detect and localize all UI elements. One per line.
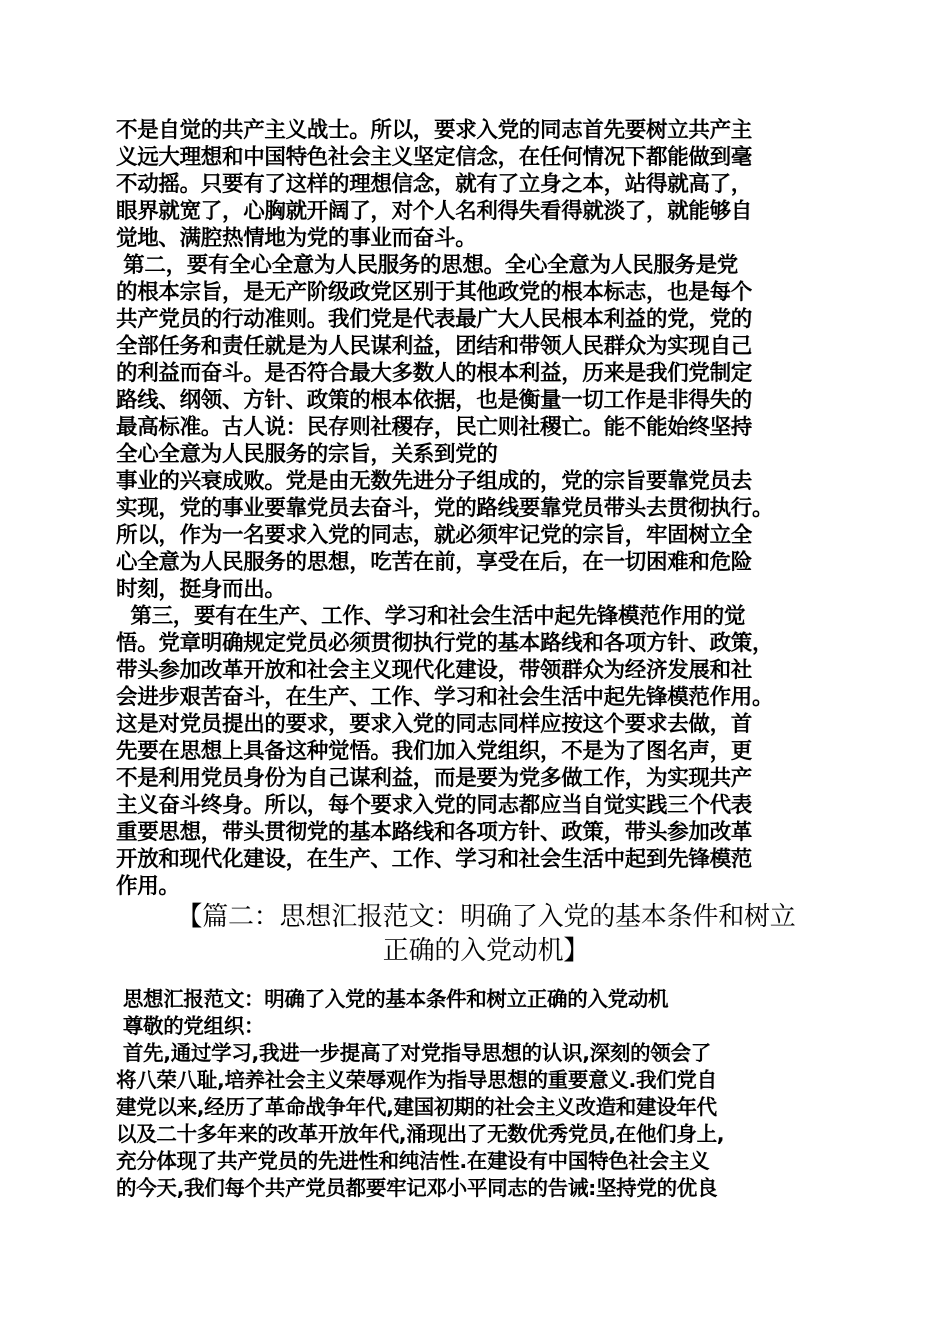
section-heading xyxy=(116,900,856,968)
text-line: 充分体现了共产党员的先进性和纯洁性.在建设有中国特色社会主义 xyxy=(116,1149,710,1173)
text-line: 先要在思想上具备这种觉悟。我们加入党组织，不是为了图名声，更 xyxy=(116,739,753,764)
text-line: 实现，党的事业要靠党员去奋斗，党的路线要靠党员带头去贯彻执行。 xyxy=(116,496,774,521)
text-line: 路线、纲领、方针、政策的根本依据，也是衡量一切工作是非得失的 xyxy=(116,388,753,413)
text-line: 带头参加改革开放和社会主义现代化建设，带领群众为经济发展和社 xyxy=(116,658,753,683)
text-line: 事业的兴衰成败。党是由无数先进分子组成的，党的宗旨要靠党员去 xyxy=(116,469,753,494)
text-line: 眼界就宽了，心胸就开阔了，对个人名利得失看得就淡了，就能够自 xyxy=(116,199,753,224)
text-line: 作用。 xyxy=(116,874,180,899)
text-line: 全部任务和责任就是为人民谋利益，团结和带领人民群众为实现自己 xyxy=(116,334,753,359)
text-line: 觉地、满腔热情地为党的事业而奋斗。 xyxy=(116,226,477,251)
text-line: 时刻，挺身而出。 xyxy=(116,577,286,602)
body-text-part2 xyxy=(116,986,856,1202)
heading-line: 正确的入党动机】 xyxy=(382,936,590,966)
document-page xyxy=(116,117,856,1202)
text-line: 最高标准。古人说：民存则社稷存，民亡则社稷亡。能不能始终坚持 xyxy=(116,415,753,440)
heading-line: 【篇二：思想汇报范文：明确了入党的基本条件和树立 xyxy=(176,902,796,932)
text-line: 共产党员的行动准则。我们党是代表最广大人民根本利益的党，党的 xyxy=(116,307,753,332)
text-line: 悟。党章明确规定党员必须贯彻执行党的基本路线和各项方针、政策， xyxy=(116,631,774,656)
spacer xyxy=(116,968,856,986)
text-line: 心全意为人民服务的思想，吃苦在前，享受在后，在一切困难和危险 xyxy=(116,550,753,575)
body-text-part1 xyxy=(116,117,856,900)
text-line: 开放和现代化建设，在生产、工作、学习和社会生活中起到先锋模范 xyxy=(116,847,753,872)
text-line: 第三，要有在生产、工作、学习和社会生活中起先锋模范作用的觉 xyxy=(116,604,746,629)
text-line: 不是自觉的共产主义战士。所以，要求入党的同志首先要树立共产主 xyxy=(116,118,753,143)
text-line: 尊敬的党组织： xyxy=(116,1014,265,1038)
text-line: 会进步艰苦奋斗，在生产、工作、学习和社会生活中起先锋模范作用。 xyxy=(116,685,774,710)
text-line: 所以，作为一名要求入党的同志，就必须牢记党的宗旨，牢固树立全 xyxy=(116,523,753,548)
text-line: 的根本宗旨，是无产阶级政党区别于其他政党的根本标志，也是每个 xyxy=(116,280,753,305)
text-line: 建党以来,经历了革命战争年代,建国初期的社会主义改造和建设年代 xyxy=(116,1095,717,1119)
text-line: 将八荣八耻,培养社会主义荣辱观作为指导思想的重要意义.我们党自 xyxy=(116,1068,717,1092)
text-line: 重要思想，带头贯彻党的基本路线和各项方针、政策，带头参加改革 xyxy=(116,820,753,845)
text-line: 主义奋斗终身。所以，每个要求入党的同志都应当自觉实践三个代表 xyxy=(116,793,753,818)
text-line: 以及二十多年来的改革开放年代,涌现出了无数优秀党员,在他们身上, xyxy=(116,1122,725,1146)
text-line: 不动摇。只要有了这样的理想信念，就有了立身之本，站得就高了， xyxy=(116,172,753,197)
text-line: 的利益而奋斗。是否符合最大多数人的根本利益，历来是我们党制定 xyxy=(116,361,753,386)
text-line: 义远大理想和中国特色社会主义坚定信念，在任何情况下都能做到毫 xyxy=(116,145,753,170)
text-line: 首先,通过学习,我进一步提高了对党指导思想的认识,深刻的领会了 xyxy=(116,1041,711,1065)
text-line: 不是利用党员身份为自己谋利益，而是要为党多做工作，为实现共产 xyxy=(116,766,753,791)
text-line: 这是对党员提出的要求，要求入党的同志同样应按这个要求去做，首 xyxy=(116,712,753,737)
text-line: 全心全意为人民服务的宗旨，关系到党的 xyxy=(116,442,498,467)
text-line: 第二，要有全心全意为人民服务的思想。全心全意为人民服务是党 xyxy=(116,253,738,278)
text-line: 的今天,我们每个共产党员都要牢记邓小平同志的告诫:坚持党的优良 xyxy=(116,1176,718,1200)
text-line: 思想汇报范文：明确了入党的基本条件和树立正确的入党动机 xyxy=(116,987,669,1011)
